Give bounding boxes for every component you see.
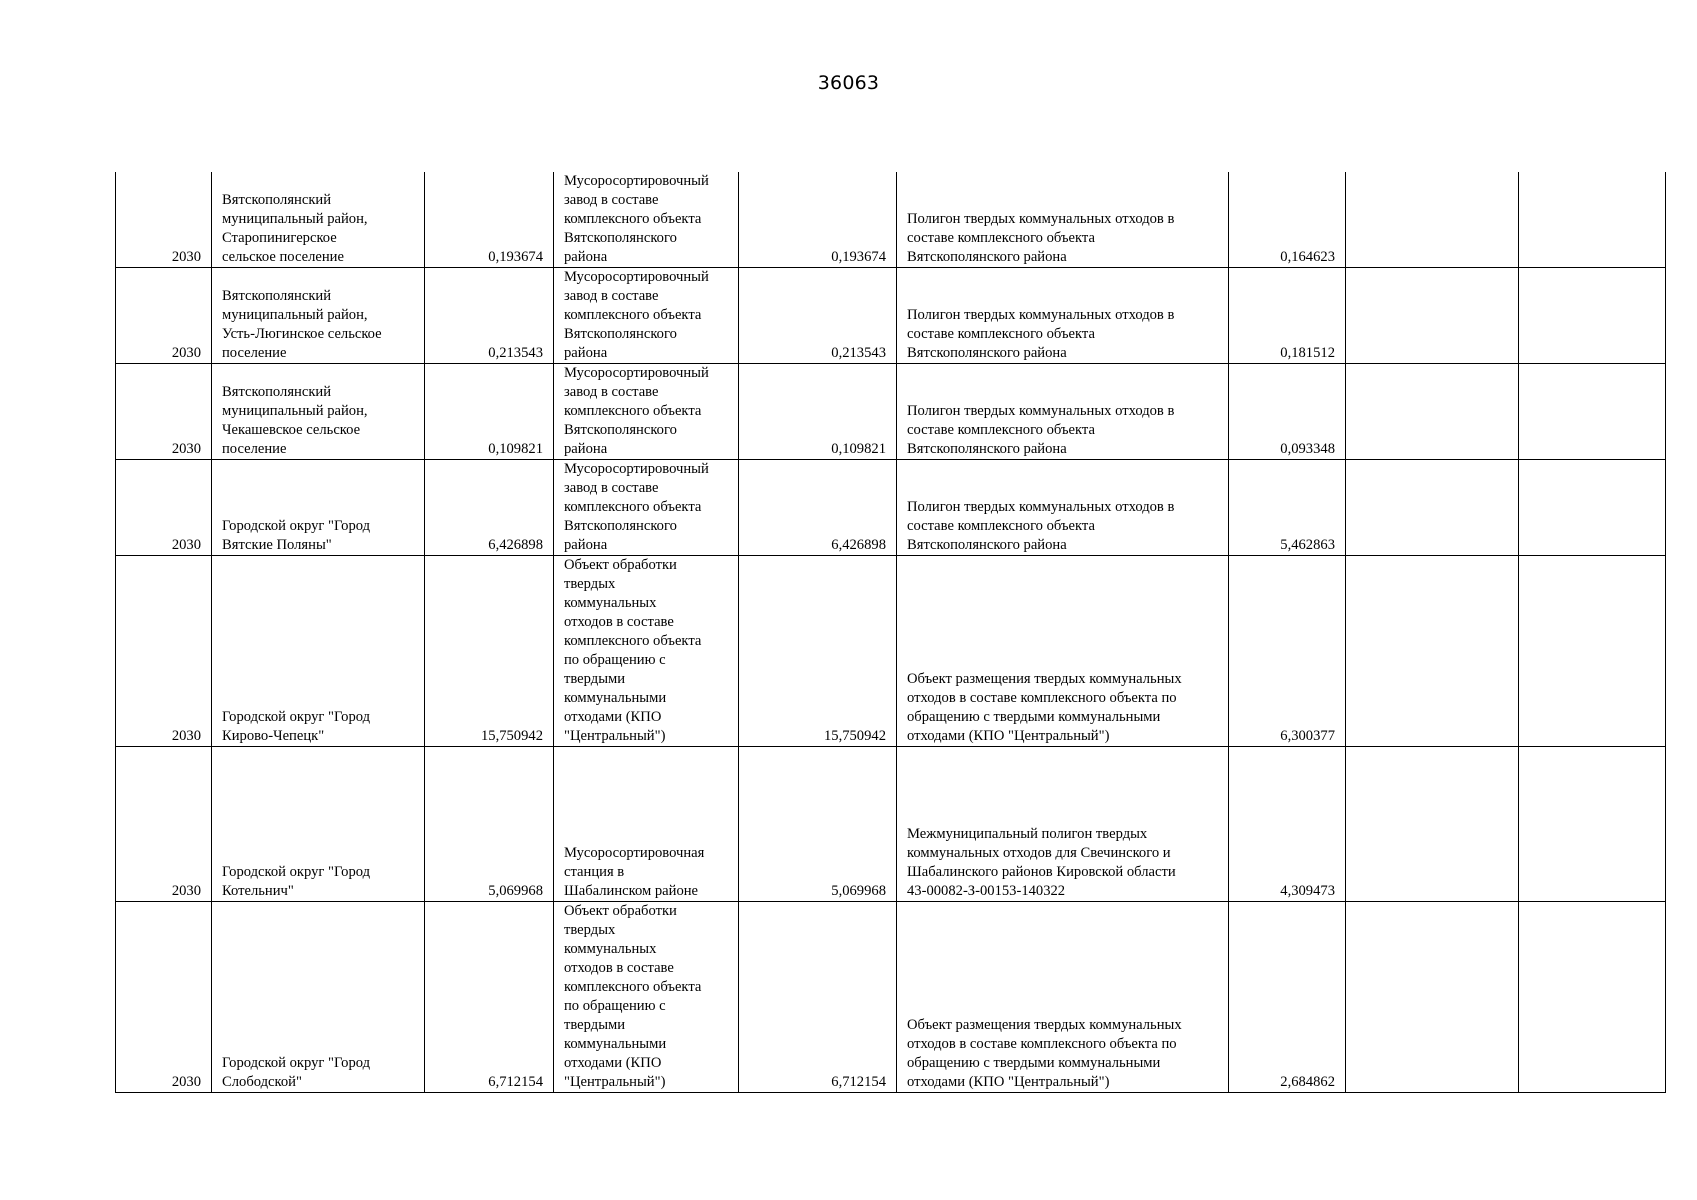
- disposal-volume-cell: 6,300377: [1229, 556, 1346, 747]
- processing-volume-cell: 6,426898: [739, 460, 897, 556]
- empty-cell: [1519, 902, 1666, 1093]
- disposal-object-cell: Полигон твердых коммунальных отходов в составе комплексного объекта Вятскополянского района: [897, 268, 1229, 364]
- empty-cell: [1346, 747, 1519, 902]
- year-cell: 2030: [116, 556, 212, 747]
- empty-cell: [1519, 172, 1666, 268]
- disposal-object-cell: Полигон твердых коммунальных отходов в составе комплексного объекта Вятскополянского района: [897, 172, 1229, 268]
- disposal-object-cell: Объект размещения твердых коммунальных отходов в составе комплексного объекта по обращению с твердыми коммунальными отходами (КПО "Центральный"): [897, 902, 1229, 1093]
- disposal-object-cell: Полигон твердых коммунальных отходов в составе комплексного объекта Вятскополянского района: [897, 364, 1229, 460]
- volume-cell: 6,426898: [425, 460, 554, 556]
- empty-cell: [1346, 556, 1519, 747]
- processing-object-cell: Мусоросортировочная станция в Шабалинском районе: [554, 747, 739, 902]
- year-cell: 2030: [116, 747, 212, 902]
- processing-volume-cell: 0,193674: [739, 172, 897, 268]
- processing-object-cell: Объект обработки твердых коммунальных отходов в составе комплексного объекта по обращению с твердыми коммунальными отходами (КПО "Центральный"): [554, 902, 739, 1093]
- disposal-object-cell: Полигон твердых коммунальных отходов в составе комплексного объекта Вятскополянского района: [897, 460, 1229, 556]
- volume-cell: 6,712154: [425, 902, 554, 1093]
- territory-cell: Городской округ "Город Котельнич": [212, 747, 425, 902]
- table-row: [116, 364, 1666, 460]
- territory-cell: Городской округ "Город Слободской": [212, 902, 425, 1093]
- disposal-object-cell: Межмуниципальный полигон твердых коммунальных отходов для Свечинского и Шабалинского районов Кировской области 43-00082-З-00153-140322: [897, 747, 1229, 902]
- table-row: [116, 172, 1666, 268]
- disposal-volume-cell: 5,462863: [1229, 460, 1346, 556]
- empty-cell: [1519, 364, 1666, 460]
- empty-cell: [1346, 460, 1519, 556]
- empty-cell: [1346, 364, 1519, 460]
- volume-cell: 0,213543: [425, 268, 554, 364]
- processing-object-cell: Объект обработки твердых коммунальных отходов в составе комплексного объекта по обращению с твердыми коммунальными отходами (КПО "Центральный"): [554, 556, 739, 747]
- disposal-volume-cell: 0,164623: [1229, 172, 1346, 268]
- year-cell: 2030: [116, 364, 212, 460]
- territory-cell: Городской округ "Город Вятские Поляны": [212, 460, 425, 556]
- territory-cell: Вятскополянский муниципальный район, Старопинигерское сельское поселение: [212, 172, 425, 268]
- processing-object-cell: Мусоросортировочный завод в составе комплексного объекта Вятскополянского района: [554, 172, 739, 268]
- table-row: [116, 902, 1666, 1093]
- processing-object-cell: Мусоросортировочный завод в составе комплексного объекта Вятскополянского района: [554, 268, 739, 364]
- year-cell: 2030: [116, 460, 212, 556]
- empty-cell: [1519, 460, 1666, 556]
- table-row: [116, 556, 1666, 747]
- table-row: [116, 460, 1666, 556]
- table-row: [116, 268, 1666, 364]
- empty-cell: [1519, 268, 1666, 364]
- page-number: 36063: [817, 72, 880, 94]
- territory-cell: Городской округ "Город Кирово-Чепецк": [212, 556, 425, 747]
- processing-volume-cell: 15,750942: [739, 556, 897, 747]
- processing-volume-cell: 0,109821: [739, 364, 897, 460]
- processing-volume-cell: 5,069968: [739, 747, 897, 902]
- year-cell: 2030: [116, 268, 212, 364]
- disposal-volume-cell: 0,181512: [1229, 268, 1346, 364]
- processing-object-cell: Мусоросортировочный завод в составе комплексного объекта Вятскополянского района: [554, 460, 739, 556]
- disposal-volume-cell: 4,309473: [1229, 747, 1346, 902]
- year-cell: 2030: [116, 902, 212, 1093]
- empty-cell: [1519, 747, 1666, 902]
- processing-volume-cell: 6,712154: [739, 902, 897, 1093]
- processing-volume-cell: 0,213543: [739, 268, 897, 364]
- disposal-object-cell: Объект размещения твердых коммунальных отходов в составе комплексного объекта по обращению с твердыми коммунальными отходами (КПО "Центральный"): [897, 556, 1229, 747]
- table-row: [116, 747, 1666, 902]
- volume-cell: 15,750942: [425, 556, 554, 747]
- territory-cell: Вятскополянский муниципальный район, Усть-Люгинское сельское поселение: [212, 268, 425, 364]
- waste-flow-table: [115, 172, 1666, 1093]
- empty-cell: [1346, 902, 1519, 1093]
- volume-cell: 0,109821: [425, 364, 554, 460]
- empty-cell: [1346, 268, 1519, 364]
- territory-cell: Вятскополянский муниципальный район, Чекашевское сельское поселение: [212, 364, 425, 460]
- volume-cell: 0,193674: [425, 172, 554, 268]
- disposal-volume-cell: 2,684862: [1229, 902, 1346, 1093]
- year-cell: 2030: [116, 172, 212, 268]
- empty-cell: [1519, 556, 1666, 747]
- empty-cell: [1346, 172, 1519, 268]
- volume-cell: 5,069968: [425, 747, 554, 902]
- processing-object-cell: Мусоросортировочный завод в составе комплексного объекта Вятскополянского района: [554, 364, 739, 460]
- disposal-volume-cell: 0,093348: [1229, 364, 1346, 460]
